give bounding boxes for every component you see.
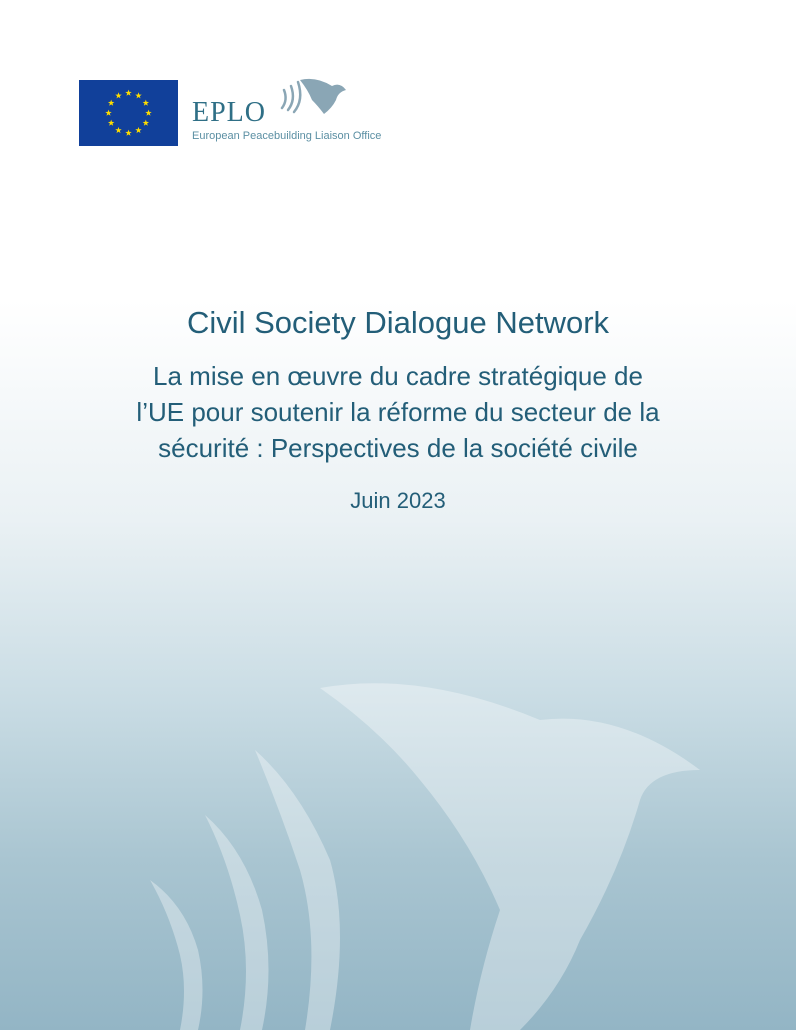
eu-star-icon [143, 120, 149, 126]
eplo-logo [192, 78, 422, 150]
eu-star-icon [143, 100, 149, 106]
eu-flag-icon [79, 80, 178, 146]
eu-star-icon [108, 120, 114, 126]
eplo-tagline: European Peacebuilding Liaison Office [192, 130, 382, 142]
cover-title-block [0, 300, 796, 516]
document-title: Civil Society Dialogue Network [186, 305, 610, 340]
eu-star-icon [135, 92, 141, 98]
eu-star-icon [135, 127, 141, 133]
eu-star-icon [108, 100, 114, 106]
publication-date: Juin 2023 [350, 488, 446, 513]
eu-star-icon [115, 92, 121, 98]
subtitle-line: La mise en œuvre du cadre stratégique de [153, 361, 643, 391]
eu-star-icon [125, 130, 131, 136]
dove-watermark-icon [0, 640, 796, 1030]
dove-icon [274, 78, 354, 128]
subtitle-line: sécurité : Perspectives de la société civile [158, 433, 638, 463]
eplo-wordmark: EPLO [192, 97, 266, 128]
eu-star-icon [115, 127, 121, 133]
document-subtitle [0, 358, 796, 466]
subtitle-line: l’UE pour soutenir la réforme du secteur de la [136, 397, 660, 427]
eu-star-icon [105, 110, 111, 116]
eu-star-icon [125, 90, 131, 96]
eu-star-icon [145, 110, 151, 116]
